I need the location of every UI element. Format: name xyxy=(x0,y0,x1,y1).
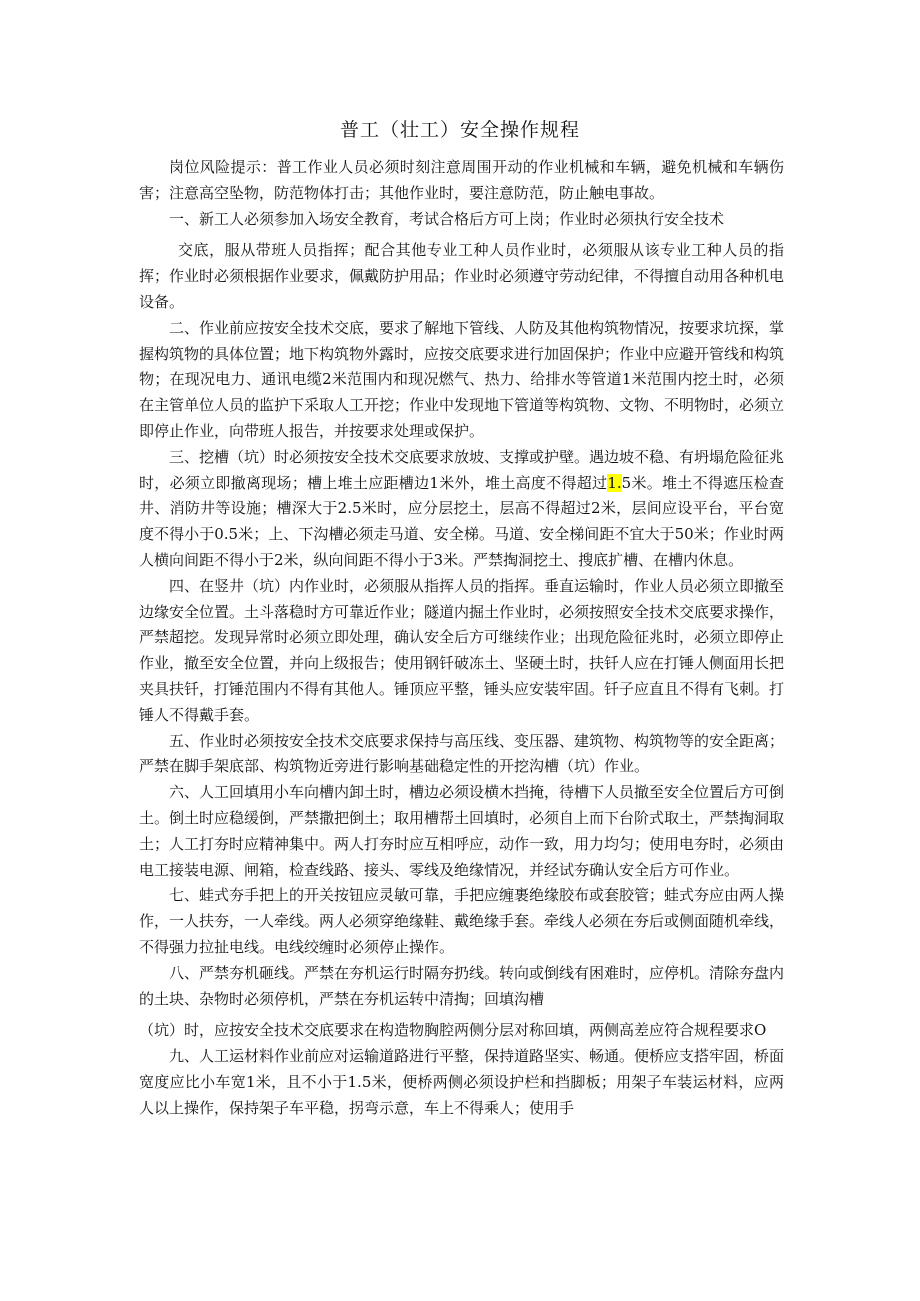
paragraph-6: 六、人工回填用小车向槽内卸土时，槽边必须设横木挡掩，待槽下人员撤至安全位置后方可倒土。倒土时应稳缓倒，严禁撒把倒土；取用槽帮土回填时，必须自上而下台阶式取土，严禁掏洞取土；人工打夯时应精神集中。两人打夯时应互相呼应，动作一致，用力均匀；使用电夯时，必须由电工接装电源、闸箱，检查线路、接头、零线及绝缘情况，并经试夯确认安全后方可作业。 xyxy=(139,783,785,879)
risk-warning-paragraph: 岗位风险提示：普工作业人员必须时刻注意周围开动的作业机械和车辆，避免机械和车辆伤害；注意高空坠物，防范物体打击；其他作业时，要注意防范，防止触电事故。 xyxy=(139,158,784,202)
paragraph-3 xyxy=(139,445,784,574)
paragraph-1: 一、新工人必须参加入场安全教育，考试合格后方可上岗；作业时必须执行安全技术 xyxy=(169,209,725,228)
paragraph-2: 二、作业前应按安全技术交底，要求了解地下管线、人防及其他构筑物情况，按要求坑探，掌握构筑物的具体位置；地下构筑物外露时，应按交底要求进行加固保护；作业中应避开管线和构筑物；在现况电力、通讯电缆2米范围内和现况燃气、热力、给排水等管道1米范围内挖土时，必须在主管单位人员的监护下采取人工开挖；作业中发现地下管道等构筑物、文物、不明物时，必须立即停止作业，向带班人报告，并按要求处理或保护。 xyxy=(139,318,785,440)
paragraph-5: 五、作业时必须按安全技术交底要求保持与高压线、变压器、建筑物、构筑物等的安全距离；严禁在脚手架底部、构筑物近旁进行影响基础稳定性的开挖沟槽（坑）作业。 xyxy=(139,731,785,776)
paragraph-9: 九、人工运材料作业前应对运输道路进行平整，保持道路坚实、畅通。便桥应支搭牢固，桥面宽度应比小车宽1米，且不小于1.5米，便桥两侧必须设护栏和挡脚板；用架子车装运材料，应两人以上操作，保持架子车平稳，拐弯示意，车上不得乘人；使用手 xyxy=(139,1047,785,1117)
paragraph-7: 七、蛙式夯手把上的开关按钮应灵敏可靠，手把应缠裹绝缘胶布或套胶管；蛙式夯应由两人操作，一人扶夯，一人牵线。两人必须穿绝缘鞋、戴绝缘手套。牵线人必须在夯后或侧面随机牵线，不得强力拉扯电线。电线绞缠时必须停止操作。 xyxy=(139,886,785,956)
paragraph-8: 八、严禁夯机砸线。严禁在夯机运行时隔夯扔线。转向或倒线有困难时，应停机。清除夯盘内的土块、杂物时必须停机，严禁在夯机运转中清掏；回填沟槽 xyxy=(139,963,785,1008)
paragraph-1-continued: 交底，服从带班人员指挥；配合其他专业工种人员作业时，必须服从该专业工种人员的指挥；作业时必须根据作业要求，佩戴防护用品；作业时必须遵守劳动纪律，不得擅自动用各种机电设备。 xyxy=(139,241,785,311)
highlighted-value: 1. xyxy=(607,473,622,492)
document-title: 普工（壮工）安全操作规程 xyxy=(339,119,580,141)
paragraph-4: 四、在竖井（坑）内作业时，必须服从指挥人员的指挥。垂直运输时，作业人员必须立即撤至边缘安全位置。土斗落稳时方可靠近作业；隧道内掘土作业时，必须按照安全技术交底要求操作，严禁超挖。发现异常时必须立即处理，确认安全后方可继续作业；出现危险征兆时，必须立即停止作业，撤至安全位置，并向上级报告；使用钢钎破冻土、坚硬土时，扶钎人应在打锤人侧面用长把夹具扶钎，打锤范围内不得有其他人。锤顶应平整，锤头应安装牢固。钎子应直且不得有飞刺。打锤人不得戴手套。 xyxy=(139,576,785,724)
document-body xyxy=(139,155,784,1121)
paragraph-3-text-after: 5米。堆土不得遮压检查井、消防井等设施；槽深大于2.5米时，应分层挖土，层高不得超过2米，层间应设平台，平台宽度不得小于0.5米；上、下沟槽必须走马道、安全梯。马道、安全梯间距不宜大于50米；作业时两人横向间距不得小于2米，纵向间距不得小于3米。严禁掏洞挖土、搜底扩槽、在槽内休息。 xyxy=(139,473,784,569)
paragraph-3-text-before: 三、挖槽（坑）时必须按安全技术交底要求放坡、支撑或护壁。遇边坡不稳、有坍塌危险征兆时，必须立即撤离现场；槽上堆土应距槽边1米外，堆土高度不得超过 xyxy=(139,447,785,492)
paragraph-8-continued: （坑）时，应按安全技术交底要求在构造物胸腔两侧分层对称回填，两侧高差应符合规程要求O xyxy=(139,1021,767,1040)
